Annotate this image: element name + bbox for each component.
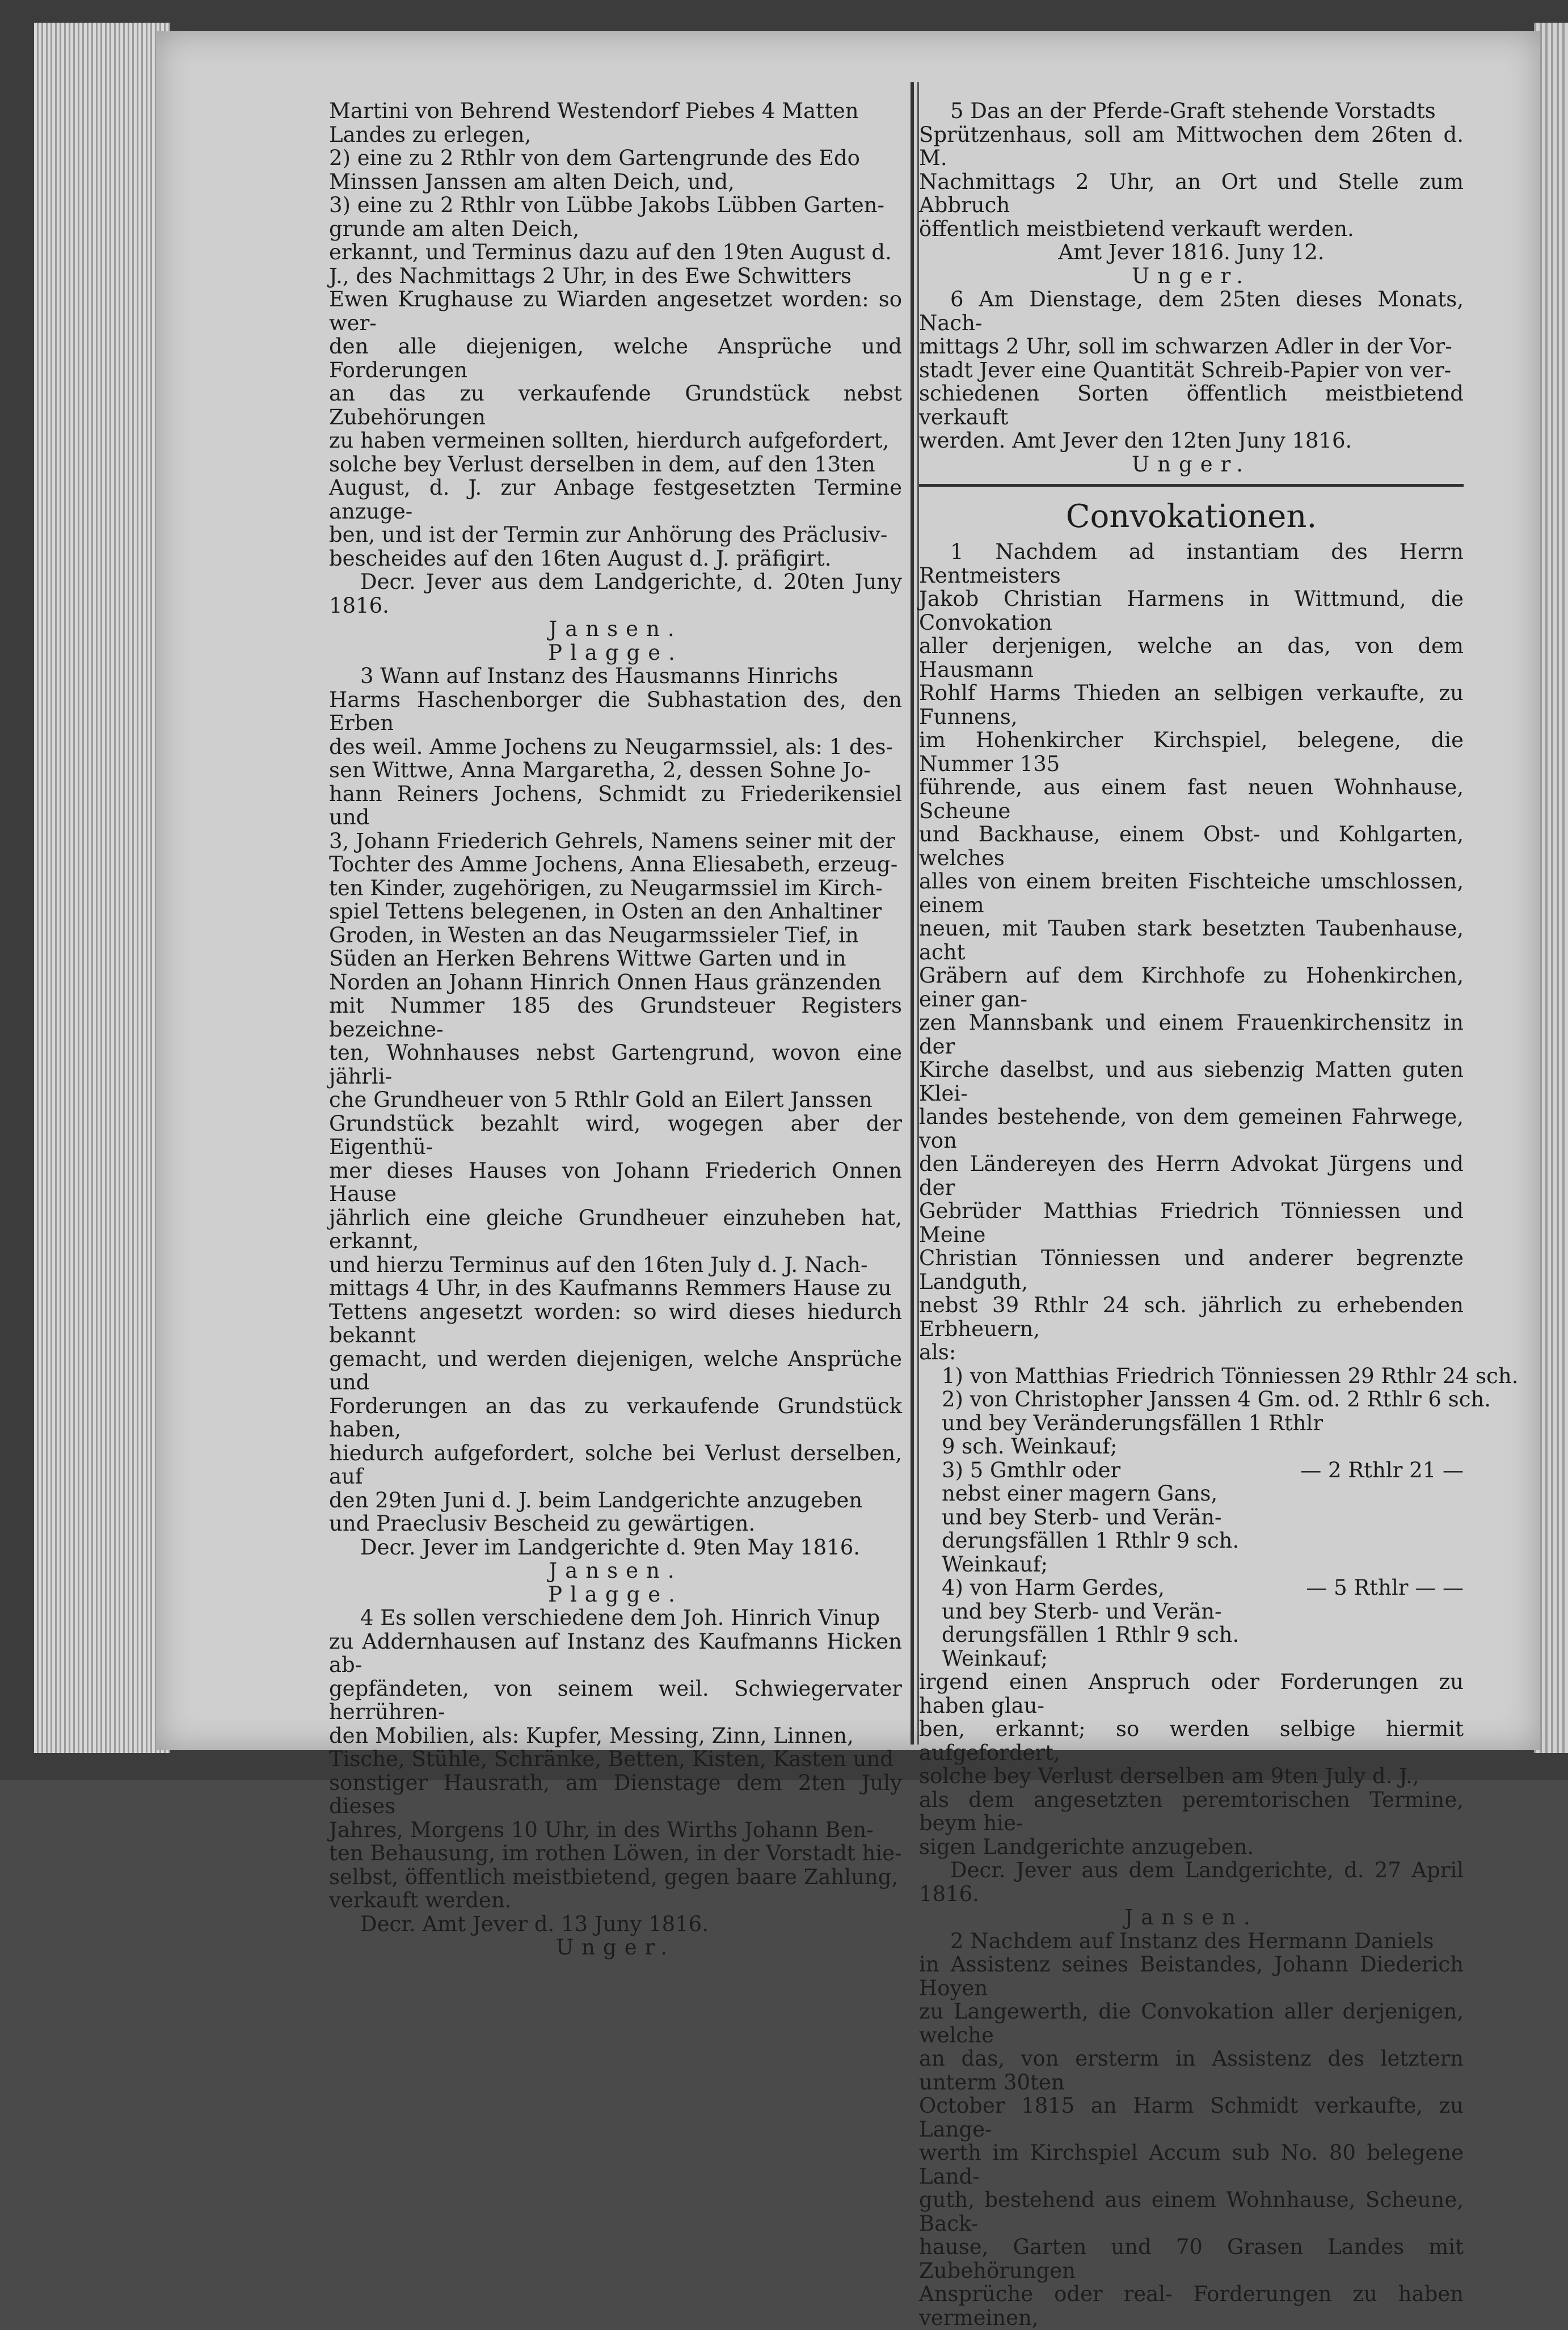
text-line: Tische, Stühle, Schränke, Betten, Kisten, Kasten und xyxy=(329,1747,893,1771)
list-item-amount: — 2 Rthlr 21 — xyxy=(1300,1457,1464,1482)
list-item xyxy=(942,1482,1464,1506)
text-line: des weil. Amme Jochens zu Neugarmssiel, als: 1 des- xyxy=(329,734,893,759)
text-line: Tettens angesetzt worden: so wird dieses hiedurch bekannt xyxy=(329,1299,902,1347)
text-line: im Hohenkircher Kirchspiel, belegene, die Nummer 135 xyxy=(919,728,1464,776)
text-line: ten Kinder, zugehörigen, zu Neugarmssiel im Kirch- xyxy=(329,875,883,900)
text-line: jährlich eine gleiche Grundheuer einzuheben hat, erkannt, xyxy=(329,1205,902,1253)
text-line: 5 Das an der Pferde-Graft stehende Vorstadts xyxy=(950,99,1436,123)
text-line: mittags 2 Uhr, soll im schwarzen Adler in der Vor- xyxy=(919,334,1452,359)
text-line: zu haben vermeinen sollten, hierdurch aufgefordert, xyxy=(329,428,890,453)
convocation-1-end xyxy=(919,1670,1464,1859)
text-line: Minssen Janssen am alten Deich, und, xyxy=(329,169,735,194)
signature-plagge-1: Plagge. xyxy=(548,640,683,665)
text-line: als: xyxy=(919,1340,956,1364)
text-line: nebst 39 Rthlr 24 sch. jährlich zu erhebenden Erbheuern, xyxy=(919,1293,1464,1341)
list-item-amount: — 5 Rthlr — — xyxy=(1306,1575,1464,1600)
text-line: gepfändeten, von seinem weil. Schwiegervater herrühren- xyxy=(329,1676,902,1724)
text-line: Ewen Krughause zu Wiarden angesetzet worden: so wer- xyxy=(329,287,902,335)
text-line: verkauft werden. xyxy=(329,1888,512,1912)
text-line: irgend einen Anspruch oder Forderungen zu haben glau- xyxy=(919,1670,1464,1718)
text-line: J., des Nachmittags 2 Uhr, in des Ewe Schwitters xyxy=(329,263,852,288)
text-line: October 1815 an Harm Schmidt verkaufte, zu Lange- xyxy=(919,2093,1464,2142)
text-line: Kirche daselbst, und aus siebenzig Matten guten Klei- xyxy=(919,1057,1464,1106)
text-line: sen Wittwe, Anna Margaretha, 2, dessen Sohne Jo- xyxy=(329,758,871,782)
convocation-2 xyxy=(919,1929,1464,2330)
decree-1: Decr. Jever aus dem Landgerichte, d. 20ten Juny 1816. xyxy=(329,570,902,618)
text-line: grunde am alten Deich, xyxy=(329,216,580,241)
text-line: 4 Es sollen verschiedene dem Joh. Hinrich Vinup xyxy=(360,1606,880,1630)
text-line: hause, Garten und 70 Grasen Landes mit Zubehörungen xyxy=(919,2235,1464,2283)
list-item-text: Weinkauf; xyxy=(942,1646,1048,1671)
convocation-1 xyxy=(919,540,1464,1364)
text-line: solche bey Verlust derselben in dem, auf den 13ten xyxy=(329,452,875,477)
text-line: neuen, mit Tauben stark besetzten Taubenhause, acht xyxy=(919,916,1464,964)
section-rule xyxy=(919,484,1464,487)
text-line: alles von einem breiten Fischteiche umschlossen, einem xyxy=(919,869,1464,917)
list-item-text: nebst einer magern Gans, xyxy=(942,1481,1218,1506)
text-line: Gebrüder Matthias Friedrich Tönniessen und Meine xyxy=(919,1199,1464,1247)
text-line: in Assistenz seines Beistandes, Johann Diederich Hoyen xyxy=(919,1952,1464,2000)
text-line: Landes zu erlegen, xyxy=(329,122,532,147)
text-line: 1 Nachdem ad instantiam des Herrn Rentmeisters xyxy=(919,540,1464,588)
notice-5 xyxy=(919,99,1464,241)
text-line: bescheides auf den 16ten August d. J. präfigirt. xyxy=(329,546,832,571)
text-line: 6 Am Dienstage, dem 25ten dieses Monats, Nach- xyxy=(919,287,1464,335)
text-line: und Praeclusiv Bescheid zu gewärtigen. xyxy=(329,1511,756,1536)
text-line: stadt Jever eine Quantität Schreib-Papier von ver- xyxy=(919,357,1452,382)
text-line: den Ländereyen des Herrn Advokat Jürgens und der xyxy=(919,1152,1464,1200)
text-line: und Backhause, einem Obst- und Kohlgarten, welches xyxy=(919,822,1464,870)
text-line: Tochter des Amme Jochens, Anna Eliesabeth, erzeug- xyxy=(329,852,898,877)
text-line: guth, bestehend aus einem Wohnhause, Scheune, Back- xyxy=(919,2188,1464,2236)
list-item xyxy=(942,1600,1464,1624)
page-stack-left xyxy=(34,23,170,1753)
list-item-text: und bey Veränderungsfällen 1 Rthlr xyxy=(942,1410,1323,1435)
text-line: werth im Kirchspiel Accum sub No. 80 belegene Land- xyxy=(919,2141,1464,2189)
text-line: 3, Johann Friederich Gehrels, Namens seiner mit der xyxy=(329,828,895,853)
text-line: solche bey Verlust derselben am 9ten July d. J., xyxy=(919,1764,1419,1788)
text-line: gemacht, und werden diejenigen, welche Ansprüche und xyxy=(329,1346,902,1394)
column-divider xyxy=(911,82,914,1745)
text-line: spiel Tettens belegenen, in Osten an den Anhaltiner xyxy=(329,899,882,924)
text-line: 3) eine zu 2 Rthlr von Lübbe Jakobs Lübben Garten- xyxy=(329,193,885,217)
text-line: mer dieses Hauses von Johann Friederich Onnen Hause xyxy=(329,1158,902,1206)
newspaper-page xyxy=(156,31,1540,2330)
text-line: und hierzu Terminus auf den 16ten July d. J. Nach- xyxy=(329,1252,868,1277)
decree-2: Decr. Jever im Landgerichte d. 9ten May 1816. xyxy=(360,1535,861,1560)
list-item-text: derungsfällen 1 Rthlr 9 sch. xyxy=(942,1528,1240,1553)
list-item xyxy=(942,1435,1464,1459)
text-line: Forderungen an das zu verkaufende Grundstück haben, xyxy=(329,1393,902,1442)
signature-jansen-3: Jansen. xyxy=(1124,1905,1258,1929)
text-line: ben, erkannt; so werden selbige hiermit aufgefordert, xyxy=(919,1717,1464,1765)
right-column xyxy=(919,99,1519,2330)
text-line: den alle diejenigen, welche Ansprüche und Forderungen xyxy=(329,334,902,382)
text-line: als dem angesetzten peremtorischen Termine, beym hie- xyxy=(919,1787,1464,1835)
text-line: hiedurch aufgefordert, solche bei Verlust derselben, auf xyxy=(329,1440,902,1489)
notice-6 xyxy=(919,288,1464,453)
text-line: Norden an Johann Hinrich Onnen Haus gränzenden xyxy=(329,970,882,995)
section-heading: Convokationen. xyxy=(1065,498,1317,535)
text-line: an das zu verkaufende Grundstück nebst Zubehörungen xyxy=(329,381,902,429)
signature-unger-1: Unger. xyxy=(556,1935,675,1960)
list-item xyxy=(942,1412,1464,1435)
decree-3: Decr. Amt Jever d. 13 Juny 1816. xyxy=(360,1911,709,1936)
text-line: Jahres, Morgens 10 Uhr, in des Wirths Johann Ben- xyxy=(329,1817,874,1842)
text-line: Ansprüche oder real- Forderungen zu haben vermeinen, xyxy=(919,2282,1464,2330)
signature-unger-3: Unger. xyxy=(1132,452,1251,477)
list-item xyxy=(942,1623,1464,1647)
text-line: August, d. J. zur Anbage festgesetzten Termine anzuge- xyxy=(329,475,902,524)
text-line: den Mobilien, als: Kupfer, Messing, Zinn, Linnen, xyxy=(329,1723,854,1748)
text-line: mittags 4 Uhr, in des Kaufmanns Remmers Hause zu xyxy=(329,1276,892,1300)
text-line: zu Langewerth, die Convokation aller derjenigen, welche xyxy=(919,1999,1464,2047)
notice-4 xyxy=(329,1606,902,1912)
list-item xyxy=(942,1576,1464,1600)
text-line: erkannt, und Terminus dazu auf den 19ten August d. xyxy=(329,240,892,264)
text-line: ten, Wohnhauses nebst Gartengrund, wovon eine jährli- xyxy=(329,1040,902,1089)
text-line: hann Reiners Jochens, Schmidt zu Friederikensiel und xyxy=(329,781,902,829)
list-item-text: derungsfällen 1 Rthlr 9 sch. xyxy=(942,1623,1240,1647)
text-line: aller derjenigen, welche an das, von dem Hausmann xyxy=(919,634,1464,682)
signature-jansen-1: Jansen. xyxy=(549,617,682,641)
decree-7: Decr. Jever aus dem Landgerichte, d. 27 April 1816. xyxy=(919,1858,1464,1906)
text-line: selbst, öffentlich meistbietend, gegen baare Zahlung, xyxy=(329,1864,899,1889)
text-line: landes bestehende, von dem gemeinen Fahrwege, von xyxy=(919,1105,1464,1153)
text-line: Nachmittags 2 Uhr, an Ort und Stelle zum Abbruch xyxy=(919,169,1464,217)
list-item xyxy=(942,1363,1519,1388)
heuer-list xyxy=(919,1363,1519,1671)
text-line: zen Mannsbank und einem Frauenkirchensitz in der xyxy=(919,1010,1464,1059)
text-line: 2) eine zu 2 Rthlr von dem Gartengrunde des Edo xyxy=(329,146,860,170)
list-item xyxy=(942,1529,1464,1553)
left-intro-text xyxy=(329,99,902,570)
list-item xyxy=(942,1387,1491,1412)
list-item-text: 9 sch. Weinkauf; xyxy=(942,1434,1118,1459)
text-line: 3 Wann auf Instanz des Hausmanns Hinrichs xyxy=(360,664,838,688)
list-item xyxy=(942,1459,1464,1482)
text-line: sigen Landgerichte anzugeben. xyxy=(919,1834,1254,1859)
list-item xyxy=(942,1506,1464,1530)
list-item-text: 2) von Christopher Janssen 4 Gm. od. 2 Rthlr 6 sch. xyxy=(942,1387,1491,1412)
text-line: Harms Haschenborger die Subhastation des, den Erben xyxy=(329,687,902,735)
signature-jansen-2: Jansen. xyxy=(549,1558,682,1583)
text-line: mit Nummer 185 des Grundsteuer Registers bezeichne- xyxy=(329,993,902,1042)
list-item-text: und bey Sterb- und Verän- xyxy=(942,1505,1222,1530)
text-line: 2 Nachdem auf Instanz des Hermann Daniels xyxy=(950,1928,1434,1953)
list-item-text: 3) 5 Gmthlr oder xyxy=(942,1457,1121,1482)
left-column xyxy=(329,99,902,1960)
text-line: werden. Amt Jever den 12ten Juny 1816. xyxy=(919,428,1352,453)
text-line: Groden, in Westen an das Neugarmssieler Tief, in xyxy=(329,922,859,947)
list-item xyxy=(942,1553,1464,1577)
text-line: an das, von ersterm in Assistenz des letztern unterm 30ten xyxy=(919,2046,1464,2095)
text-line: Sprützenhaus, soll am Mittwochen dem 26ten d. M. xyxy=(919,122,1464,170)
text-line: zu Addernhausen auf Instanz des Kaufmanns Hicken ab- xyxy=(329,1629,902,1677)
text-line: sonstiger Hausrath, am Dienstage dem 2ten July dieses xyxy=(329,1770,902,1818)
text-line: che Grundheuer von 5 Rthlr Gold an Eilert Janssen xyxy=(329,1088,872,1112)
text-line: Süden an Herken Behrens Wittwe Garten und in xyxy=(329,946,846,971)
decree-5: Amt Jever 1816. Juny 12. xyxy=(1058,240,1325,264)
text-line: schiedenen Sorten öffentlich meistbietend verkauft xyxy=(919,381,1464,429)
text-line: Grundstück bezahlt wird, wogegen aber der Eigenthü- xyxy=(329,1111,902,1159)
signature-plagge-2: Plagge. xyxy=(548,1582,683,1607)
text-line: ten Behausung, im rothen Löwen, in der Vorstadt hie- xyxy=(329,1841,902,1865)
list-item-text: 4) von Harm Gerdes, xyxy=(942,1575,1165,1600)
signature-unger-2: Unger. xyxy=(1132,263,1251,288)
text-line: öffentlich meistbietend verkauft werden. xyxy=(919,216,1354,241)
text-line: Rohlf Harms Thieden an selbigen verkaufte, zu Funnens, xyxy=(919,681,1464,729)
text-line: ben, und ist der Termin zur Anhörung des Präclusiv- xyxy=(329,523,888,547)
list-item xyxy=(942,1647,1464,1671)
text-line: den 29ten Juni d. J. beim Landgerichte anzugeben xyxy=(329,1488,863,1512)
text-line: Gräbern auf dem Kirchhofe zu Hohenkirchen, einer gan- xyxy=(919,963,1464,1012)
text-line: Martini von Behrend Westendorf Piebes 4 Matten xyxy=(329,99,859,123)
list-item-text: Weinkauf; xyxy=(942,1552,1048,1577)
list-item-text: und bey Sterb- und Verän- xyxy=(942,1599,1222,1624)
notice-3 xyxy=(329,664,902,1536)
text-line: führende, aus einem fast neuen Wohnhause, Scheune xyxy=(919,775,1464,823)
text-line: Jakob Christian Harmens in Wittmund, die Convokation xyxy=(919,587,1464,635)
text-line: Christian Tönniessen und anderer begrenzte Landguth, xyxy=(919,1246,1464,1294)
list-item-text: 1) von Matthias Friedrich Tönniessen 29 Rthlr 24 sch. xyxy=(942,1363,1519,1388)
